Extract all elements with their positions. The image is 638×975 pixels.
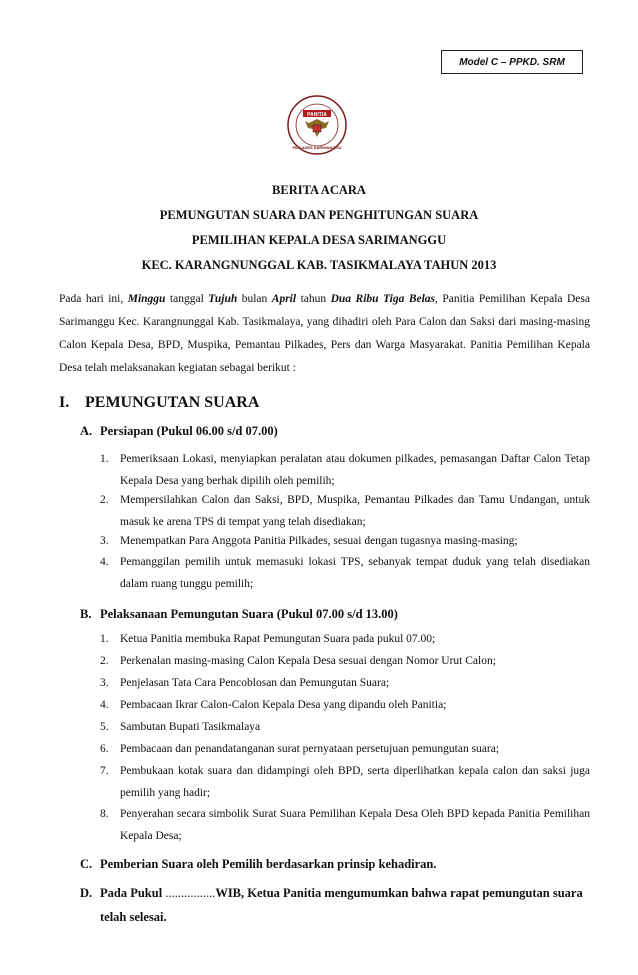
intro-month: April: [271, 293, 297, 305]
intro-year: Dua Ribu Tiga Belas: [330, 293, 436, 305]
subsection-c-heading: C. Pemberian Suara oleh Pemilih berdasarkan prinsip kehadiran.: [80, 857, 437, 871]
model-label: Model C – PPKD. SRM: [459, 56, 565, 68]
list-item: 8. Penyerahan secara simbolik Surat Suara Pemilihan Kepala Desa Oleh BPD kepada Panitia Pemilihan Kepala Desa;: [100, 808, 590, 842]
list-item: 2. Perkenalan masing-masing Calon Kepala Desa sesuai dengan Nomor Urut Calon;: [100, 655, 496, 667]
doc-title-line-3: PEMILIHAN KEPALA DESA SARIMANGGU: [191, 233, 447, 247]
list-item: 3. Penjelasan Tata Cara Pencoblosan dan Pemungutan Suara;: [100, 677, 390, 689]
doc-title-line-2: PEMUNGUTAN SUARA DAN PENGHITUNGAN SUARA: [159, 208, 479, 222]
list-item: 4. Pembacaan Ikrar Calon-Calon Kepala Desa yang dipandu oleh Panitia;: [100, 699, 447, 711]
list-item: 1. Pemeriksaan Lokasi, menyiapkan peralatan atau dokumen pilkades, pemasangan Daftar Calon Tetap Kepala Desa yang berhak dipilih oleh pemilih;: [100, 453, 590, 487]
list-item: 4. Pemanggilan pemilih untuk memasuki lokasi TPS, sebanyak tempat duduk yang telah disediakan dalam ruang tunggu pemilih;: [100, 556, 590, 590]
section-heading: I. PEMUNGUTAN SUARA: [59, 394, 260, 411]
section-title: PEMUNGUTAN SUARA: [85, 394, 260, 411]
intro-day: Minggu: [127, 293, 166, 305]
doc-title-line-1: BERITA ACARA: [272, 183, 366, 197]
list-item: 3. Menempatkan Para Anggota Panitia Pilkades, sesuai dengan tugasnya masing-masing;: [100, 535, 518, 547]
list-item: 2. Mempersilahkan Calon dan Saksi, BPD, Muspika, Pemantau Pilkades dan Tamu Undangan, untuk masuk ke arena TPS di tempat yang telah disediakan;: [100, 494, 590, 528]
list-item: 5. Sambutan Bupati Tasikmalaya: [100, 721, 261, 733]
panitia-pilkades-logo: [287, 95, 347, 155]
model-label-box: [441, 50, 583, 74]
list-item: 6. Pembacaan dan penandatanganan surat pernyataan persetujuan pemungutan suara;: [100, 743, 500, 755]
subsection-d-heading: D. Pada Pukul ................WIB, Ketua Panitia mengumumkan bahwa rapat pemungutan suara telah selesai.: [80, 886, 583, 924]
subsection-a-heading: A. Persiapan (Pukul 06.00 s/d 07.00): [80, 424, 278, 438]
list-item: 7. Pembukaan kotak suara dan didampingi oleh BPD, serta diperlihatkan kepala calon dan saksi juga pemilih yang hadir;: [100, 765, 590, 799]
logo-top-text: PANITIA: [307, 112, 327, 118]
subsection-b-heading: B. Pelaksanaan Pemungutan Suara (Pukul 07.00 s/d 13.00): [80, 607, 398, 621]
list-item: 1. Ketua Panitia membuka Rapat Pemungutan Suara pada pukul 07.00;: [100, 633, 436, 645]
intro-date: Tujuh: [208, 293, 238, 305]
logo-ring-text: PILKADES SARIMANGGU: [292, 145, 342, 150]
intro-paragraph: Pada hari ini, Minggu tanggal Tujuh bulan April tahun Dua Ribu Tiga Belas, Panitia Pemilihan Kepala Desa Sarimanggu Kec. Karangnunggal Kab. Tasikmalaya, yang dihadiri oleh Para Calon dan Saksi dari masing-masing Calon Kepala Desa, BPD, Muspika, Pemantau Pilkades, Pers dan Warga Masyarakat. Panitia Pemilihan Kepala Desa telah melaksanakan kegiatan sebagai berikut :: [59, 293, 590, 374]
time-blank: ................: [165, 886, 216, 900]
doc-title-line-4: KEC. KARANGNUNGGAL KAB. TASIKMALAYA TAHUN 2013: [141, 258, 497, 272]
